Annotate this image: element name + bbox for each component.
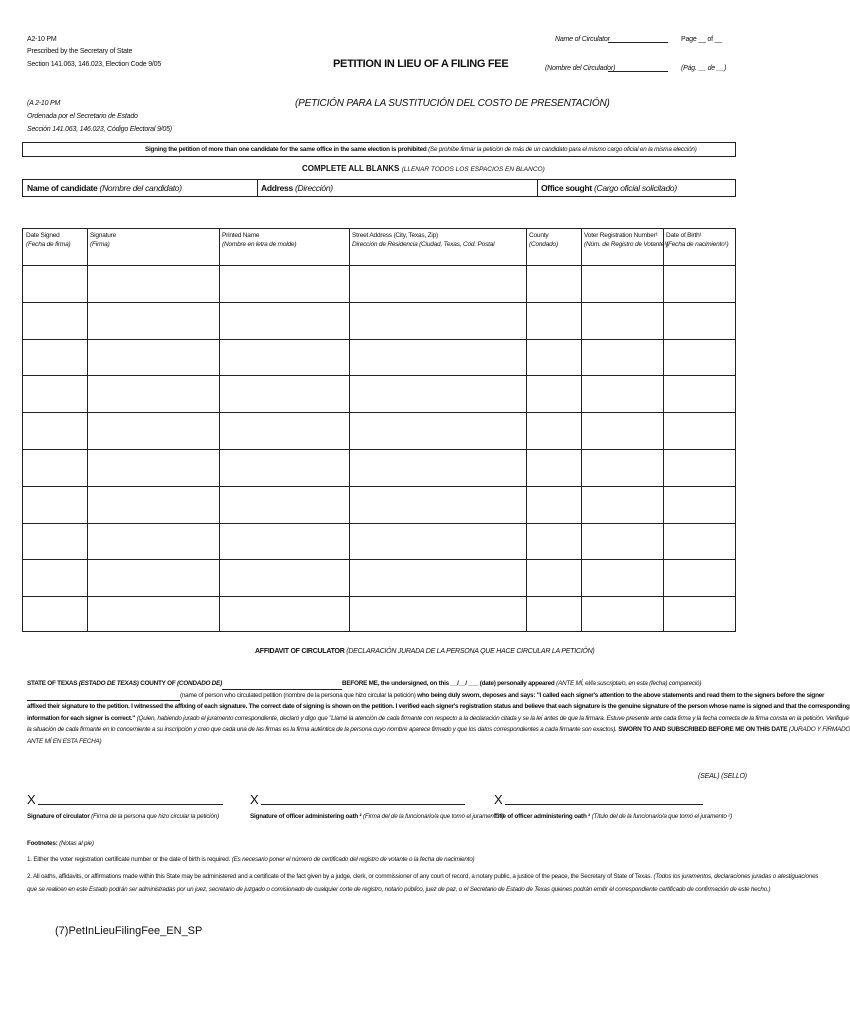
table-cell-street-address[interactable] [350,303,525,338]
table-cell-voter-registration-number[interactable] [582,560,662,595]
circulator-signature-label: Signature of circulator (Firma de la persona que hizo circular la petición) [27,813,219,820]
column-header-label-es: (Núm. de Registro de Votante¹) [584,241,669,248]
table-cell-date-of-birth[interactable] [664,524,734,559]
candidate-name-field[interactable]: Name of candidate (Nombre del candidato) [27,183,182,193]
officer-signature-mark: X [250,792,259,807]
column-header-label: Printed Name [222,232,260,239]
table-cell-date-signed[interactable] [24,303,86,338]
table-cell-street-address[interactable] [350,376,525,411]
table-cell-signature[interactable] [88,450,218,485]
column-header-signature [90,231,116,249]
footnote-2: 2. All oaths, affidavits, or affirmations made within this State may be administered and a certificate of the fact given by a judge, clerk, or commissioner of any court of record, a notary public, a justice of the peace, the Secretary of State of Texas. (Todos los juramentos, declaraciones juradas o atestiguaciones [27,873,819,880]
signature-table [22,228,736,632]
table-cell-date-of-birth[interactable] [664,266,734,301]
column-header-date-of-birth [666,231,728,249]
office-sought-field[interactable]: Office sought (Cargo oficial solicitado) [541,183,677,193]
officer-title-line[interactable] [505,804,703,805]
affidavit-heading: AFFIDAVIT OF CIRCULATOR (DECLARACIÓN JURADA DE LA PERSONA QUE HACE CIRCULAR LA PETICIÓN) [255,648,595,655]
table-cell-street-address[interactable] [350,450,525,485]
form-subtitle: (PETICIÓN PARA LA SUSTITUCIÓN DEL COSTO DE PRESENTACIÓN) [295,98,610,109]
table-cell-printed-name[interactable] [220,413,348,448]
table-cell-printed-name[interactable] [220,450,348,485]
form-id: (7)PetInLieuFilingFee_EN_SP [55,925,203,937]
column-header-label: Date of Birth¹ [666,232,702,239]
form-title: PETITION IN LIEU OF A FILING FEE [333,58,509,70]
complete-blanks-instruction [302,164,545,173]
footnote-1: 1. Either the voter registration certificate number or the date of birth is required. (Es necesario poner el número de certificado del registro de votante o la fecha de nacimiento) [27,856,475,863]
table-cell-street-address[interactable] [350,597,525,632]
circulator-name-field[interactable] [608,42,668,43]
table-cell-printed-name[interactable] [220,266,348,301]
circulator-signature-line[interactable] [38,804,223,805]
column-header-date-signed [26,231,70,249]
table-cell-date-signed[interactable] [24,413,86,448]
table-cell-county[interactable] [527,340,580,375]
table-cell-signature[interactable] [88,524,218,559]
table-cell-voter-registration-number[interactable] [582,303,662,338]
table-cell-county[interactable] [527,487,580,522]
table-cell-county[interactable] [527,303,580,338]
prohibition-notice-en: Signing the petition of more than one candidate for the same office in the same election is prohibited [145,146,427,153]
page-label-es: (Pág. __ de __) [681,65,727,72]
form-number-en: A2-10 PM [27,36,57,43]
footnote-2-continued: que se realicen en este Estado podrán ser administradas por un juez, secretario de juzgado o comisionado de cualquier corte de registro, notario público, juez de paz, o el Secretario de Estado de Texas quienes podrán emitir el correspondiente certificado de confirmación de este hecho.) [27,886,771,893]
column-header-label: Date Signed [26,232,60,239]
table-cell-voter-registration-number[interactable] [582,597,662,632]
table-cell-printed-name[interactable] [220,376,348,411]
table-cell-signature[interactable] [88,560,218,595]
prohibition-notice-es: (Se prohíbe firmar la petición de más de un candidato para el mismo cargo oficial en la misma elección) [428,146,697,153]
officer-title-label: Title of officer administering oath ² (Título del de la funcionario/a que tomó el juramento ²) [494,813,732,820]
prescribed-by-es: Ordenada por el Secretario de Estado [27,113,138,120]
table-cell-street-address[interactable] [350,524,525,559]
table-cell-voter-registration-number[interactable] [582,450,662,485]
table-cell-date-signed[interactable] [24,560,86,595]
table-cell-voter-registration-number[interactable] [582,340,662,375]
table-cell-county[interactable] [527,524,580,559]
table-cell-printed-name[interactable] [220,303,348,338]
table-cell-county[interactable] [527,597,580,632]
column-header-label-es: (Fecha de firma) [26,241,71,248]
table-cell-street-address[interactable] [350,340,525,375]
seal-label: (SEAL) (SELLO) [698,773,747,780]
table-cell-voter-registration-number[interactable] [582,376,662,411]
table-cell-date-signed[interactable] [24,266,86,301]
circulator-label-es: (Nombre del Circulador) [545,65,616,72]
table-cell-signature[interactable] [88,597,218,632]
column-header-label: Street Address (City, Texas, Zip) [352,232,438,239]
table-cell-date-of-birth[interactable] [664,487,734,522]
page-label: Page __ of __ [681,36,722,43]
table-cell-street-address[interactable] [350,560,525,595]
table-cell-signature[interactable] [88,487,218,522]
table-cell-date-of-birth[interactable] [664,450,734,485]
section-es: Sección 141.063, 146.023, Código Electoral 9/05) [27,126,172,133]
column-header-label-es: (Fecha de nacimiento¹) [666,241,729,248]
table-cell-county[interactable] [527,450,580,485]
table-cell-voter-registration-number[interactable] [582,413,662,448]
table-cell-signature[interactable] [88,413,218,448]
table-cell-county[interactable] [527,560,580,595]
table-cell-county[interactable] [527,413,580,448]
table-cell-voter-registration-number[interactable] [582,266,662,301]
affidavit-body: STATE OF TEXAS (ESTADO DE TEXAS) COUNTY OF (CONDADO DE) BEFORE ME, the undersigned, on this __/__/ ___ (date) personally appeared (ANTE MÍ, el/la suscripta/o, en esta (fecha) compareció) (name of person who circulated petition (nombre de la persona que hizo circular la petición) who being duly sworn, deposes and says: "I called each signer's attention to the above statements and read them to the signers before the signer affixed their signature to the petition. I witnessed the affixing of each signature. The correct date of signing is shown on the petition. I verified each signer's registration status and believe that each signature is the genuine signature of the person whose name is signed and that the corresponding information for each signer is correct." (Quien, habiendo jurado el juramento correspondiente, declaró y digo que "Llamé la atención de cada firmante con respecto a la declaración citada y se la leí antes de que la firmara. Estuve presente ante cada firma y la fecha correcta de la firma consta en la petición. Verifiqué la situación de cada firmante en lo concerniente a su inscripción y creo que cada una de las firmas es la firma auténtica de la persona cuyo nombre aparece firmado y que los datos correspondientes a cada firmante son exactos). SWORN TO AND SUBSCRIBED BEFORE ME ON THIS DATE (JURADO Y FIRMADO ANTE MÍ EN ESTA FECHA) [27,680,850,745]
table-cell-printed-name[interactable] [220,560,348,595]
table-cell-street-address[interactable] [350,487,525,522]
column-header-label: Voter Registration Number¹ [584,232,658,239]
table-cell-street-address[interactable] [350,266,525,301]
table-cell-signature[interactable] [88,376,218,411]
table-cell-date-of-birth[interactable] [664,340,734,375]
table-cell-date-signed[interactable] [24,340,86,375]
footnotes-heading: Footnotes: (Notas al pie) [27,840,94,847]
table-cell-printed-name[interactable] [220,597,348,632]
table-cell-voter-registration-number[interactable] [582,487,662,522]
table-cell-date-of-birth[interactable] [664,597,734,632]
column-header-voter-registration-number [584,231,668,249]
column-header-label: Signature [90,232,117,239]
officer-signature-line[interactable] [261,804,465,805]
circulator-name-field-es[interactable] [608,71,668,72]
table-cell-date-of-birth[interactable] [664,376,734,411]
circulator-label: Name of Circulator [555,36,610,43]
prohibition-notice [22,142,736,157]
officer-title-mark: X [494,792,503,807]
table-cell-date-signed[interactable] [24,376,86,411]
circulator-signature-mark: X [27,792,36,807]
complete-blanks-en: COMPLETE ALL BLANKS [302,164,400,173]
table-cell-county[interactable] [527,266,580,301]
table-cell-date-signed[interactable] [24,450,86,485]
column-header-printed-name [222,231,296,249]
column-header-county [529,231,558,249]
table-cell-voter-registration-number[interactable] [582,524,662,559]
table-cell-date-signed[interactable] [24,597,86,632]
column-header-label-es: Dirección de Residencia (Ciudad, Texas, Cód. Postal [352,241,495,248]
table-cell-printed-name[interactable] [220,487,348,522]
column-header-label-es: (Nombre en letra de molde) [222,241,297,248]
table-cell-printed-name[interactable] [220,524,348,559]
table-cell-date-of-birth[interactable] [664,413,734,448]
table-cell-date-of-birth[interactable] [664,303,734,338]
table-cell-signature[interactable] [88,266,218,301]
complete-blanks-es: (LLENAR TODOS LOS ESPACIOS EN BLANCO) [401,166,545,173]
form-number-es: (A 2-10 PM [27,100,61,107]
table-cell-date-signed[interactable] [24,524,86,559]
table-cell-printed-name[interactable] [220,340,348,375]
table-cell-date-signed[interactable] [24,487,86,522]
candidate-address-field[interactable]: Address (Dirección) [261,183,333,193]
column-header-label-es: (Condado) [529,241,558,248]
table-cell-date-of-birth[interactable] [664,560,734,595]
table-cell-signature[interactable] [88,340,218,375]
column-header-label-es: (Firma) [90,241,110,248]
officer-signature-label: Signature of officer administering oath ² (Firma del de la funcionario/a que tomó el juramento ²) [250,813,504,820]
table-cell-county[interactable] [527,376,580,411]
table-cell-signature[interactable] [88,303,218,338]
section-en: Section 141.063, 146.023, Election Code 9/05 [27,61,162,68]
column-header-label: County [529,232,549,239]
table-cell-street-address[interactable] [350,413,525,448]
prescribed-by-en: Prescribed by the Secretary of State [27,48,133,55]
column-header-street-address [352,231,494,249]
